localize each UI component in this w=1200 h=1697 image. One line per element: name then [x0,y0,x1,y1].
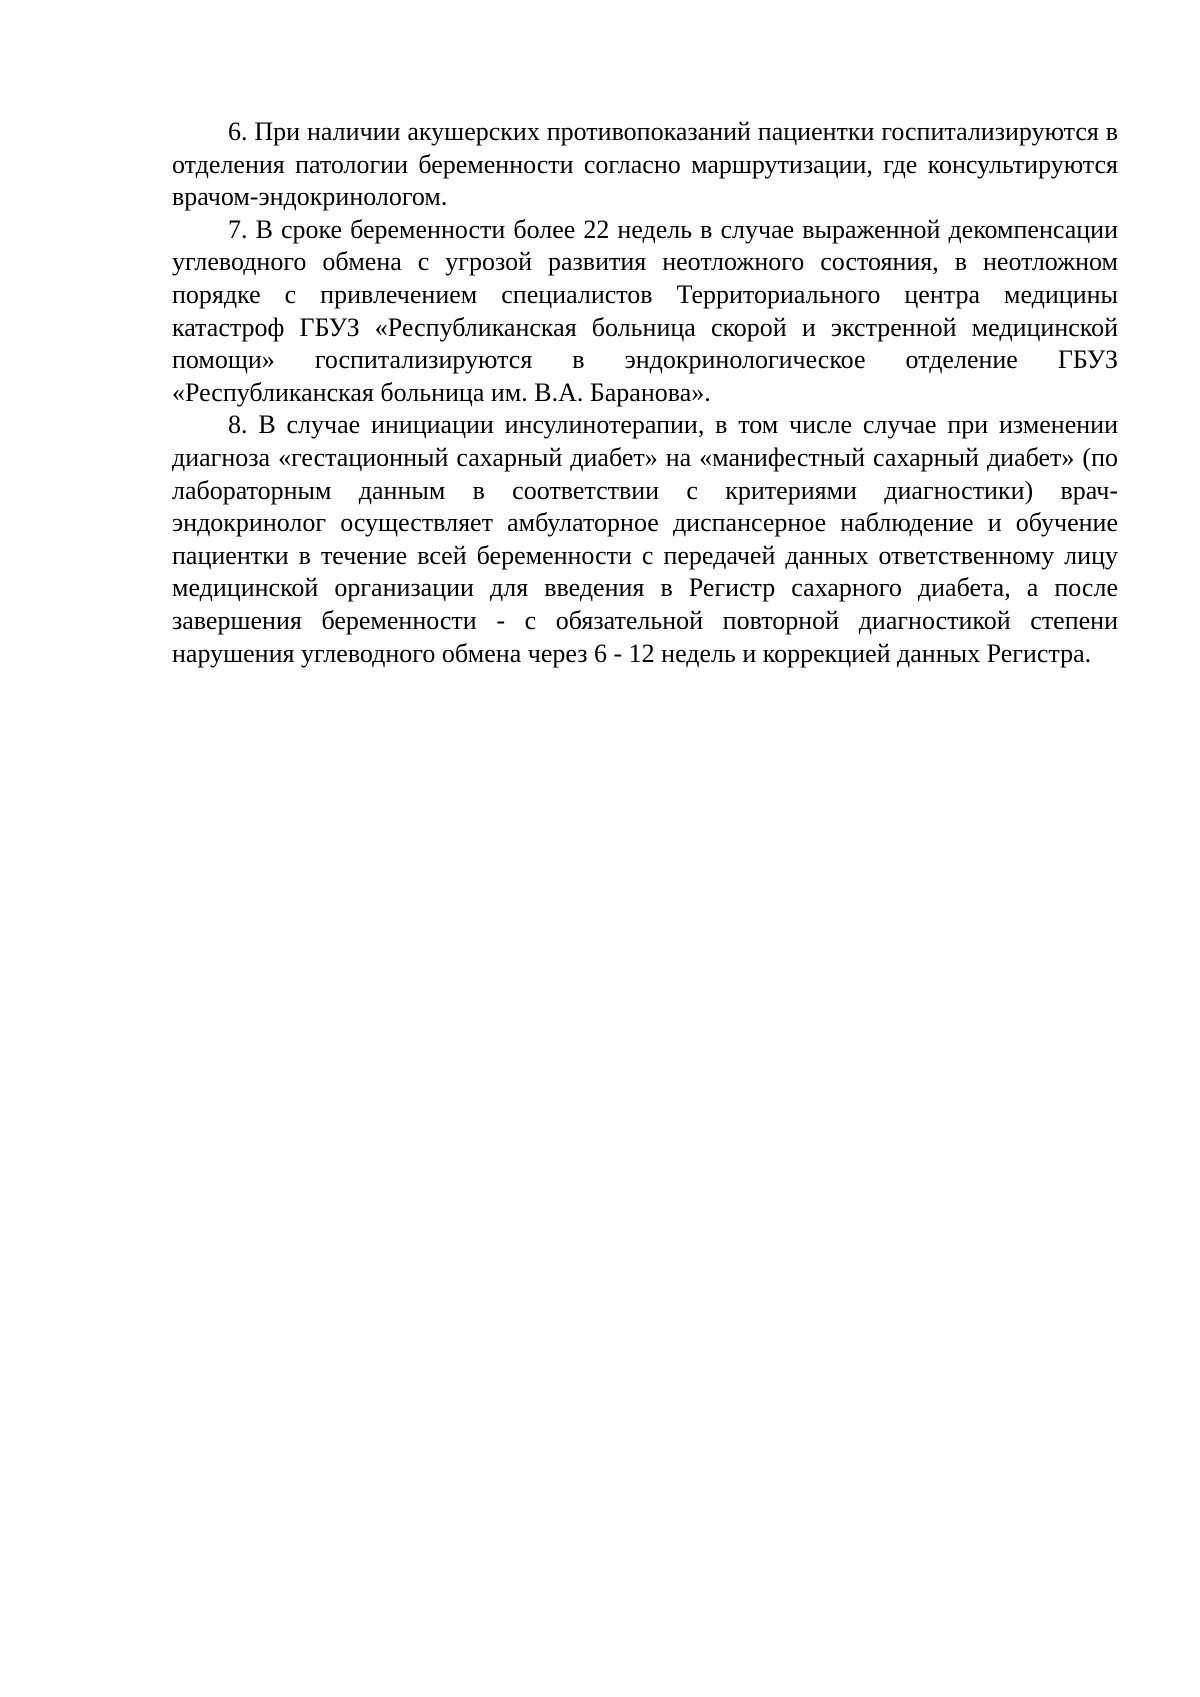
paragraph-number: 8. [228,410,248,440]
paragraph-6 [172,116,1118,214]
paragraph-number: 6. [228,117,248,146]
paragraph-8 [172,409,1118,670]
paragraph-text: В случае инициации инсулинотерапии, в том числе случае при изменении диагноза «гестационный сахарный диабет» на «манифестный сахарный диабет» (по лабораторным данным в соответствии с критериями диагностики) врач-эндокринолог осуществляет амбулаторное диспансерное наблюдение и обучение пациентки в течение всей беременности с передачей данных ответственному лицу медицинской организации для введения в Регистр сахарного диабета, а после завершения беременности - с обязательной повторной диагностикой степени нарушения углеводного обмена через 6 - 12 недель и коррекцией данных Регистра. [172,410,1119,668]
paragraph-number: 7. [228,214,248,244]
paragraph-text: При наличии акушерских противопоказаний пациентки госпитализируются в отделения патологии беременности согласно маршрутизации, где консультируются врачом-эндокринологом. [172,117,1119,212]
paragraph-text: В сроке беременности более 22 недель в случае выраженной декомпенсации углеводного обмена с угрозой развития неотложного состояния, в неотложном порядке с привлечением специалистов Территориального центра медицины катастроф ГБУЗ «Республиканская больница скорой и экстренной медицинской помощи» госпитализируются в эндокринологическое отделение ГБУЗ «Республиканская больница им. В.А. Баранова». [172,214,1119,407]
document-body [172,116,1118,670]
paragraph-7 [172,214,1118,410]
